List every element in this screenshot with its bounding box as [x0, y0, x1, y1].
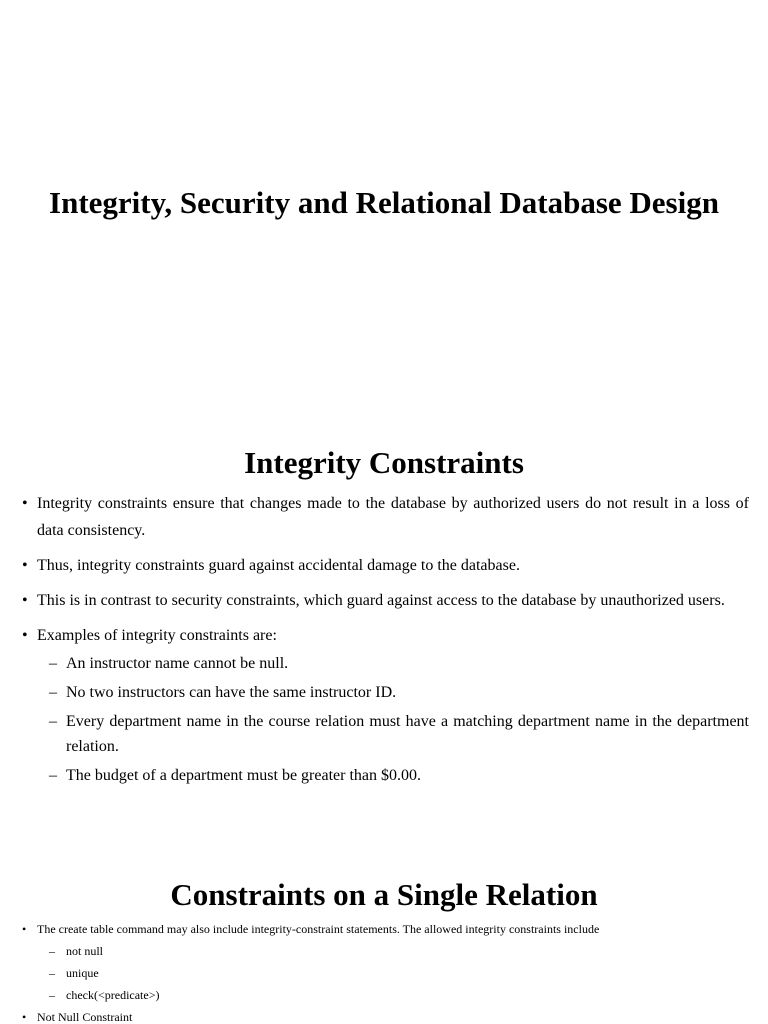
bullet-item: • Thus, integrity constraints guard against accidental damage to the database. — [20, 552, 749, 579]
bullet-text: Examples of integrity constraints are: — [37, 627, 277, 644]
sub-bullet-item: – not null — [49, 942, 749, 960]
bullet-item-allowed — [20, 920, 749, 1004]
bullet-item: • Not Null Constraint — [20, 1008, 749, 1024]
bullet-item-examples — [20, 622, 749, 788]
sub-bullet-item: – No two instructors can have the same instructor ID. — [49, 680, 749, 705]
sub-bullet-item: – unique — [49, 964, 749, 982]
integrity-constraints-list — [20, 490, 749, 796]
bullet-item: • Integrity constraints ensure that changes made to the database by authorized users do not result in a loss of data consistency. — [20, 490, 749, 544]
sub-bullet-item: – Every department name in the course relation must have a matching department name in the department relation. — [49, 709, 749, 759]
sub-bullet-item: – check(<predicate>) — [49, 986, 749, 1004]
allowed-constraints-sublist — [49, 942, 749, 1004]
examples-sublist — [49, 651, 749, 788]
integrity-constraints-heading: Integrity Constraints — [244, 445, 524, 480]
bullet-text: The create table command may also include integrity-constraint statements. The allowed integrity constraints include — [37, 922, 600, 936]
single-relation-heading: Constraints on a Single Relation — [170, 877, 598, 912]
document-title: Integrity, Security and Relational Database Design — [49, 185, 719, 220]
sub-bullet-item: – The budget of a department must be greater than $0.00. — [49, 763, 749, 788]
bullet-item: • This is in contrast to security constraints, which guard against access to the database by unauthorized users. — [20, 587, 749, 614]
sub-bullet-item: – An instructor name cannot be null. — [49, 651, 749, 676]
single-relation-list — [20, 920, 749, 1024]
